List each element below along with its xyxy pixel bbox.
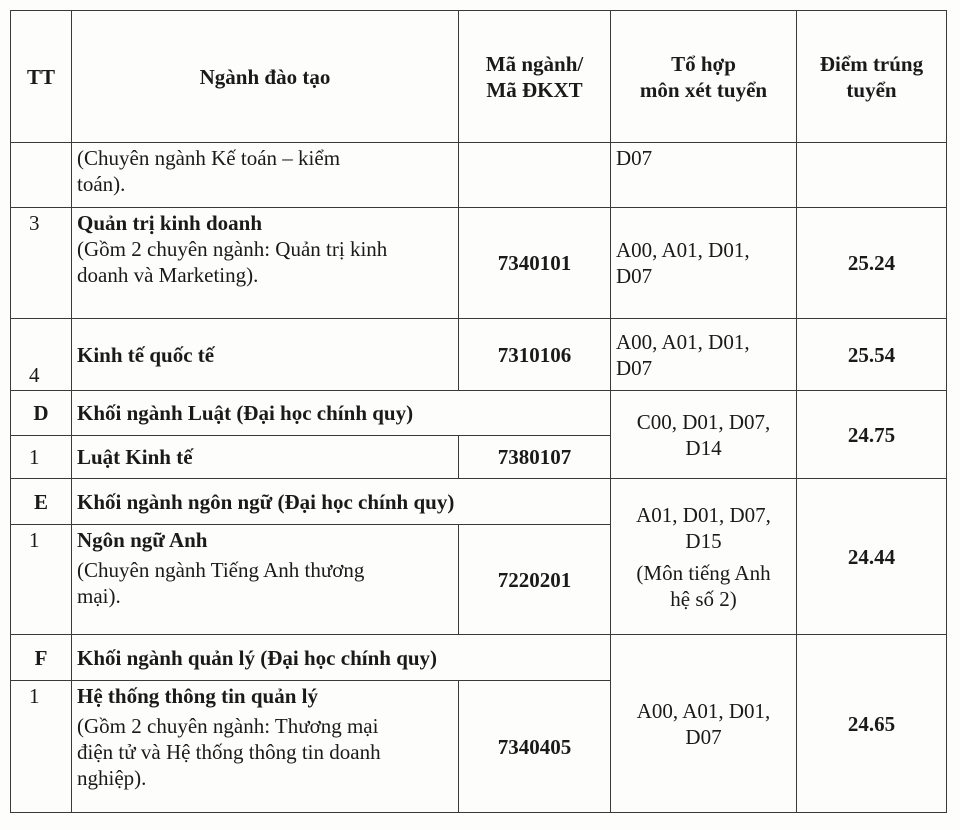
row-tt: 3	[11, 208, 72, 319]
row-note-line1: (Gồm 2 chuyên ngành: Quản trị kinh	[77, 237, 388, 261]
row-note-line1: (Gồm 2 chuyên ngành: Thương mại	[77, 714, 379, 738]
section-row	[11, 391, 947, 436]
row-ma: 7340101	[459, 208, 611, 319]
header-diem-line1: Điểm trúng	[819, 51, 924, 76]
section-tohop-line2: D07	[685, 724, 722, 749]
header-diem-line2: tuyển	[846, 77, 897, 102]
section-tt: E	[11, 479, 72, 525]
section-tohop-line2: D15	[685, 528, 722, 553]
section-tohop-line1: A00, A01, D01,	[636, 698, 771, 723]
row-ma: 7380107	[459, 436, 611, 479]
row-note-line2: doanh và Marketing).	[77, 263, 259, 287]
header-nganh: Ngành đào tạo	[72, 11, 459, 143]
header-tt: TT	[11, 11, 72, 143]
row-diem: 25.54	[797, 319, 947, 391]
row-tohop	[611, 208, 797, 319]
row-title: Kinh tế quốc tế	[72, 319, 459, 391]
row-tt: 1	[11, 681, 72, 813]
row-name	[72, 681, 459, 813]
row-note-line2: điện tử và Hệ thống thông tin doanh	[77, 740, 381, 764]
row-note-line3: nghiệp).	[77, 766, 147, 790]
section-tt: F	[11, 635, 72, 681]
section-row	[11, 635, 947, 681]
row-tohop-line2: D07	[616, 355, 653, 380]
section-tohop-line2: D14	[685, 435, 722, 460]
row-tt: 1	[11, 436, 72, 479]
section-diem: 24.75	[797, 391, 947, 479]
section-title: Khối ngành quản lý (Đại học chính quy)	[72, 635, 611, 681]
row-title: Hệ thống thông tin quản lý	[77, 684, 318, 708]
header-ma-line1: Mã ngành/	[485, 51, 584, 76]
header-tohop-line1: Tổ hợp	[671, 51, 736, 76]
section-row	[11, 479, 947, 525]
row-tohop-line2: D07	[616, 264, 653, 288]
section-tohop	[611, 635, 797, 813]
section-title: Khối ngành Luật (Đại học chính quy)	[72, 391, 611, 436]
row-tohop	[611, 319, 797, 391]
row-tt: 1	[11, 525, 72, 635]
table-row	[11, 208, 947, 319]
section-tohop-line4: hệ số 2)	[670, 586, 737, 611]
row-note-line2: mại).	[77, 584, 121, 608]
section-tohop-line3: (Môn tiếng Anh	[636, 560, 771, 585]
row-tohop-line1: A00, A01, D01,	[616, 329, 750, 354]
header-ma	[459, 11, 611, 143]
row-diem	[797, 143, 947, 208]
row-ma: 7220201	[459, 525, 611, 635]
admission-scores-table	[10, 10, 947, 813]
row-diem: 25.24	[797, 208, 947, 319]
row-title: Quản trị kinh doanh	[77, 211, 263, 235]
section-tohop-line1: A01, D01, D07,	[636, 502, 771, 527]
row-ma: 7340405	[459, 681, 611, 813]
row-name	[72, 525, 459, 635]
row-ma	[459, 143, 611, 208]
header-tohop-line2: môn xét tuyển	[639, 77, 768, 102]
table-row	[11, 319, 947, 391]
section-diem: 24.65	[797, 635, 947, 813]
row-tt: 4	[11, 319, 72, 391]
row-tt	[11, 143, 72, 208]
section-tt: D	[11, 391, 72, 436]
row-title: Luật Kinh tế	[72, 436, 459, 479]
row-tohop: D07	[611, 143, 797, 208]
table-row	[11, 143, 947, 208]
header-tohop	[611, 11, 797, 143]
row-name	[72, 143, 459, 208]
header-ma-line2: Mã ĐKXT	[486, 77, 583, 102]
header-diem	[797, 11, 947, 143]
row-title: Ngôn ngữ Anh	[77, 528, 208, 552]
row-name	[72, 208, 459, 319]
section-tohop-line1: C00, D01, D07,	[636, 409, 771, 434]
section-diem: 24.44	[797, 479, 947, 635]
row-ma: 7310106	[459, 319, 611, 391]
header-row	[11, 11, 947, 143]
section-tohop	[611, 479, 797, 635]
row-note-line2: toán).	[77, 172, 126, 196]
row-tohop-line1: A00, A01, D01,	[616, 238, 750, 262]
row-note-line1: (Chuyên ngành Kế toán – kiểm	[77, 146, 341, 170]
section-tohop	[611, 391, 797, 479]
row-note-line1: (Chuyên ngành Tiếng Anh thương	[77, 558, 365, 582]
section-title: Khối ngành ngôn ngữ (Đại học chính quy)	[72, 479, 611, 525]
